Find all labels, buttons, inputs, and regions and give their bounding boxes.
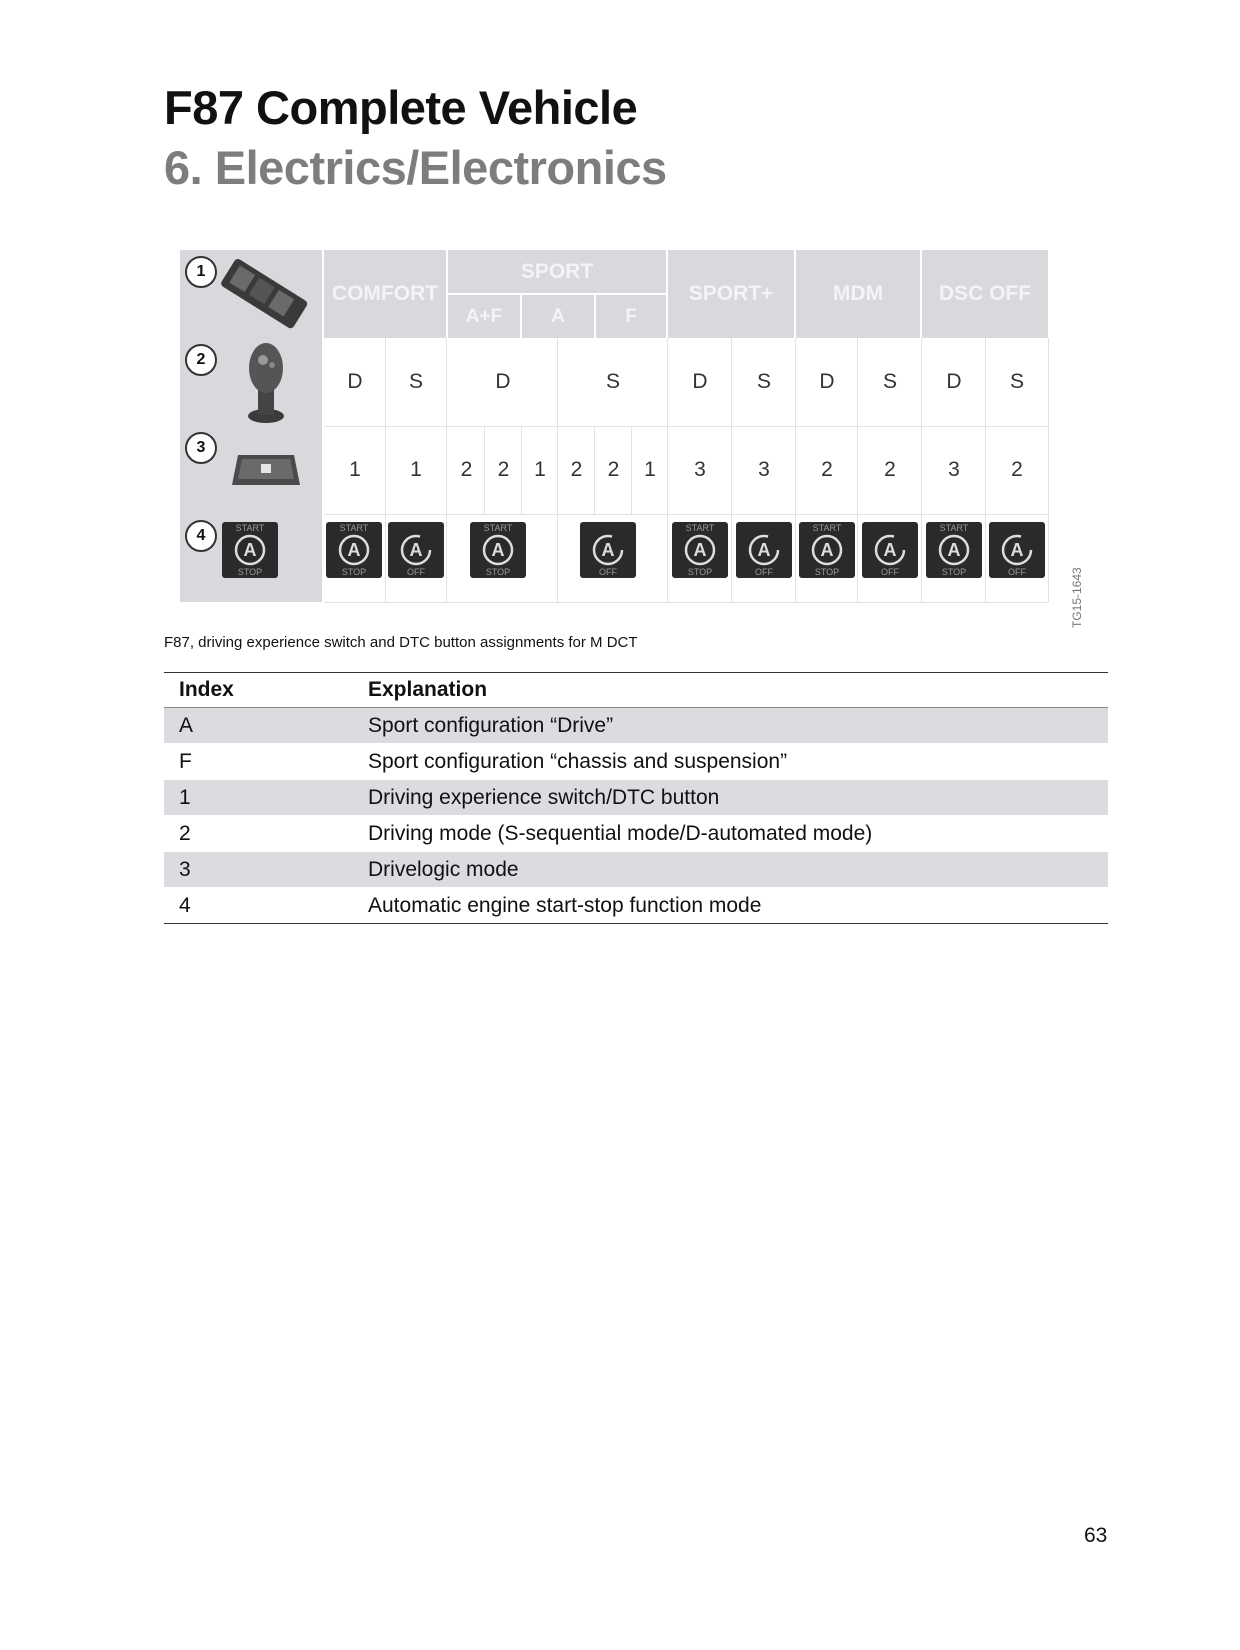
svg-text:A: A [347,540,361,560]
mode-comfort-header: COMFORT [324,250,446,338]
table-row [164,852,1108,888]
callout-4: 4 [185,520,217,552]
row-divider [324,514,1048,515]
figure-caption: F87, driving experience switch and DTC button assignments for M DCT [164,634,638,651]
drivelogic-value: 3 [694,458,706,481]
drivelogic-value: 1 [534,458,546,481]
drivelogic-value: 2 [1011,458,1023,481]
drivelogic-value: 1 [349,458,361,481]
drivelogic-value: 3 [758,458,770,481]
driving-mode-value: S [756,370,771,393]
table-row [164,816,1108,852]
start-stop-stop-icon: START A STOP [799,522,855,578]
driving-mode-value: D [495,370,511,393]
sport-sub-a: A [522,295,594,338]
callout-3: 3 [185,432,217,464]
page-title: F87 Complete Vehicle [164,81,638,134]
drivelogic-value: 2 [497,458,510,481]
mode-mdm-header: MDM [796,250,920,338]
row-explanation: Sport configuration “chassis and suspension” [368,749,788,773]
driving-mode-value: D [819,370,835,393]
driving-mode-value: S [408,370,423,393]
row-divider [324,602,1048,603]
driving-mode-value: S [882,370,897,393]
row-explanation: Driving mode (S-sequential mode/D-automated mode) [368,821,873,845]
row-index: 4 [179,893,191,917]
row-explanation: Automatic engine start-stop function mode [368,893,762,917]
driving-mode-value: S [605,370,620,393]
driving-mode-value: D [692,370,708,393]
drivelogic-value: 2 [460,458,473,481]
start-stop-off-icon: A OFF [736,522,792,578]
start-stop-off-icon: A OFF [388,522,444,578]
row-index: A [179,713,194,737]
row-explanation: Drivelogic mode [368,857,519,881]
drivelogic-value: 2 [570,458,583,481]
row-index: 3 [179,857,191,881]
table-header-row [164,672,1108,708]
svg-text:A: A [947,540,961,560]
start-stop-button-icon: START A STOP [222,522,278,578]
row-index: 1 [179,785,191,809]
gear-selector-icon [236,340,296,424]
svg-text:A: A [243,540,257,560]
drivelogic-value: 1 [410,458,422,481]
row-index: F [179,749,192,773]
svg-text:A: A [1010,540,1024,560]
sport-sub-f: F [596,295,666,338]
start-stop-off-icon: A OFF [580,522,636,578]
svg-text:A: A [409,540,423,560]
start-stop-stop-icon: START A STOP [926,522,982,578]
figure-code: TG15-1643 [1070,567,1084,628]
drivelogic-button-icon [230,449,302,491]
start-stop-off-icon: A OFF [989,522,1045,578]
svg-text:A: A [491,540,505,560]
start-stop-stop-icon: START A STOP [672,522,728,578]
row-explanation: Driving experience switch/DTC button [368,785,720,809]
page-number: 63 [1084,1524,1108,1547]
section-subtitle: 6. Electrics/Electronics [164,141,667,194]
mode-dscoff-header: DSC OFF [922,250,1048,338]
row-index: 2 [179,821,191,845]
svg-text:A: A [820,540,834,560]
svg-text:A: A [693,540,707,560]
driving-mode-value: S [1009,370,1024,393]
table-row [164,888,1108,924]
callout-1: 1 [185,256,217,288]
svg-text:A: A [601,540,615,560]
explanation-column-header: Explanation [368,678,488,701]
drivelogic-value: 3 [948,458,960,481]
table-row [164,744,1108,780]
table-row [164,780,1108,816]
mode-sportplus-header: SPORT+ [668,250,794,338]
index-column-header: Index [179,678,234,701]
drivelogic-value: 2 [607,458,620,481]
row-explanation: Sport configuration “Drive” [368,713,614,737]
table-row [164,708,1108,744]
start-stop-off-icon: A OFF [862,522,918,578]
start-stop-stop-icon: START A STOP [326,522,382,578]
driving-mode-value: D [347,370,363,393]
start-stop-stop-icon: START A STOP [470,522,526,578]
sport-sub-af: A+F [448,295,520,338]
mode-sport-header: SPORT [448,250,666,293]
mode-assignment-figure [180,250,1074,612]
callout-2: 2 [185,344,217,376]
drivelogic-value: 2 [821,458,833,481]
drivelogic-value: 1 [644,458,656,481]
index-table [164,672,1108,924]
drivelogic-value: 2 [884,458,896,481]
svg-text:A: A [883,540,897,560]
driving-mode-value: D [946,370,962,393]
svg-text:A: A [757,540,771,560]
